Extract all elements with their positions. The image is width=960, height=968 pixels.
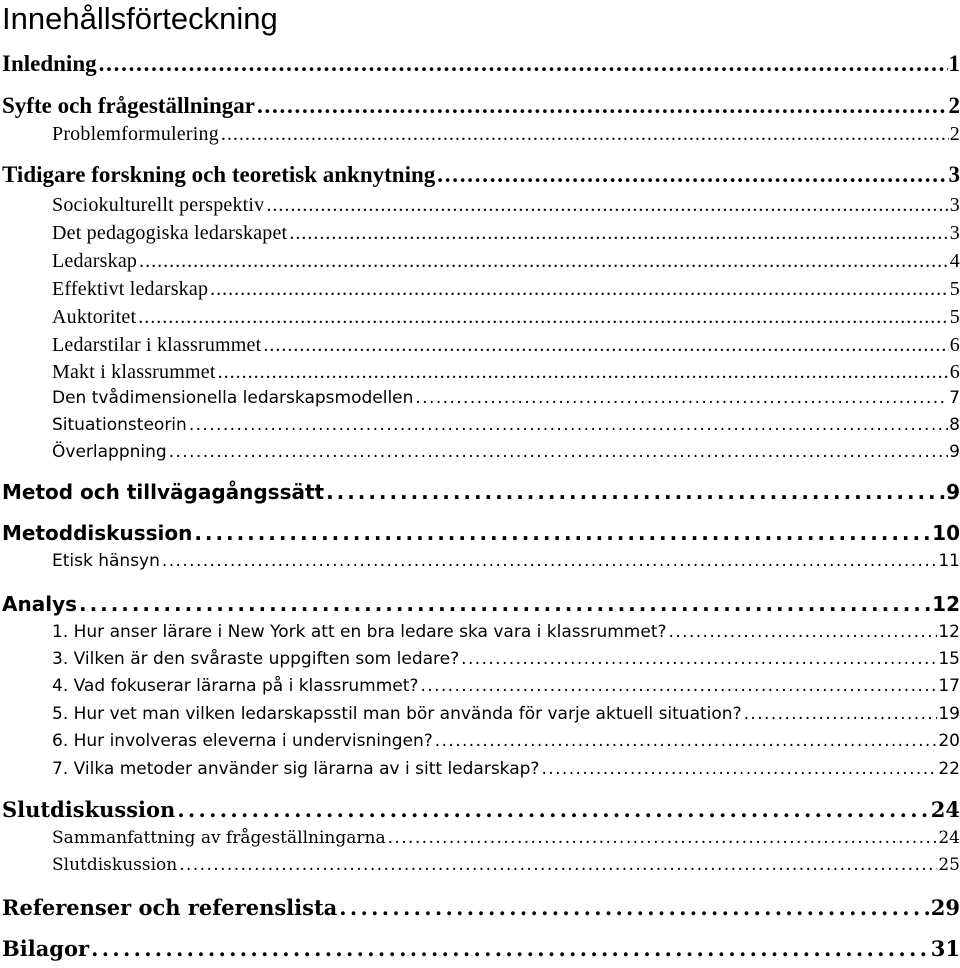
toc-leader	[162, 551, 937, 571]
toc-leader	[541, 759, 937, 779]
toc-subentry[interactable]	[52, 828, 960, 848]
toc-entry-text: Ledarskap	[52, 250, 138, 272]
toc-entry-page: 11	[938, 551, 960, 571]
toc-entry-page: 9	[949, 442, 960, 462]
toc-entry-text: Sociokulturellt perspektiv	[52, 194, 265, 216]
toc-entry[interactable]	[2, 797, 960, 822]
toc-entry-page: 10	[932, 521, 960, 545]
toc-entry-text: Tidigare forskning och teoretisk anknytning	[2, 162, 436, 187]
toc-leader	[194, 521, 931, 545]
toc-entry-page: 9	[946, 480, 960, 504]
toc-entry[interactable]	[2, 592, 960, 616]
toc-entry-text: Analys	[2, 592, 78, 616]
toc-entry[interactable]	[2, 93, 960, 119]
toc-entry-text: Etisk hänsyn	[52, 551, 160, 571]
toc-entry-text: 6. Hur involveras eleverna i undervisningen?	[52, 731, 433, 751]
toc-entry-text: Metoddiskussion	[2, 521, 193, 545]
toc-subentry[interactable]	[52, 855, 960, 875]
toc-leader	[221, 123, 949, 146]
toc-subentry[interactable]	[52, 123, 960, 146]
toc-entry-text: Den tvådimensionella ledarskapsmodellen	[52, 388, 414, 408]
toc-subentry[interactable]	[52, 759, 960, 779]
toc-entry-page: 17	[938, 676, 960, 696]
toc-entry-page: 4	[949, 250, 960, 272]
toc-leader	[139, 250, 949, 273]
toc-entry-text: Syfte och frågeställningar	[2, 93, 255, 118]
toc-leader	[179, 855, 937, 875]
toc-leader	[99, 51, 948, 77]
toc-subentry[interactable]	[52, 622, 960, 642]
toc-subentry[interactable]	[52, 306, 960, 329]
toc-leader	[415, 388, 948, 408]
toc-entry-page: 19	[938, 704, 960, 724]
toc-entry-text: Överlappning	[52, 442, 167, 462]
toc-entry-page: 1	[948, 51, 960, 76]
toc-entry-text: Auktoritet	[52, 306, 137, 328]
toc-entry-page: 6	[949, 334, 960, 356]
toc-entry-text: 1. Hur anser lärare i New York att en bra ledare ska vara i klassrummet?	[52, 622, 667, 642]
toc-entry-text: Sammanfattning av frågeställningarna	[52, 828, 386, 848]
toc-entry-text: Makt i klassrummet	[52, 361, 216, 383]
toc-leader	[461, 649, 937, 669]
toc-entry-page: 15	[938, 649, 960, 669]
toc-leader	[138, 306, 949, 329]
toc-entry-page: 8	[949, 415, 960, 435]
toc-subentry[interactable]	[52, 731, 960, 751]
toc-entry-text: 4. Vad fokuserar lärarna på i klassrummet?	[52, 676, 419, 696]
toc-entry-page: 3	[949, 222, 960, 244]
toc-entry-page: 3	[949, 194, 960, 216]
toc-leader	[388, 828, 938, 848]
toc-leader	[257, 93, 948, 119]
toc-entry-page: 24	[938, 828, 960, 848]
toc-subentry[interactable]	[52, 551, 960, 571]
toc-entry-page: 31	[930, 936, 960, 961]
toc-leader	[218, 361, 949, 384]
toc-entry-text: Bilagor	[2, 936, 90, 961]
toc-entry-text: Metod och tillvägagångssätt	[2, 480, 325, 504]
toc-subentry[interactable]	[52, 676, 960, 696]
toc-entry-text: Det pedagogiska ledarskapet	[52, 222, 288, 244]
toc-entry-page: 7	[949, 388, 960, 408]
toc-entry-text: Ledarstilar i klassrummet	[52, 334, 262, 356]
toc-leader	[91, 936, 930, 961]
toc-entry-page: 5	[949, 306, 960, 328]
toc-subentry[interactable]	[52, 704, 960, 724]
toc-entry-page: 2	[948, 93, 960, 118]
toc-leader	[79, 592, 931, 616]
toc-entry[interactable]	[2, 480, 960, 504]
toc-entry[interactable]	[2, 895, 960, 920]
toc-entry-text: Situationsteorin	[52, 415, 187, 435]
toc-subentry[interactable]	[52, 415, 960, 435]
toc-leader	[189, 415, 948, 435]
toc-entry-page: 3	[948, 162, 960, 187]
toc-entry-page: 29	[930, 895, 960, 920]
toc-entry-text: Referenser och referenslista	[2, 895, 338, 920]
toc-title: Innehållsförteckning	[2, 1, 278, 36]
toc-entry[interactable]	[2, 162, 960, 188]
toc-entry[interactable]	[2, 51, 960, 77]
toc-entry-text: 5. Hur vet man vilken ledarskapsstil man bör använda för varje aktuell situation?	[52, 704, 742, 724]
toc-leader	[289, 222, 948, 245]
toc-leader	[339, 895, 930, 920]
toc-entry-page: 5	[949, 278, 960, 300]
toc-leader	[263, 334, 948, 357]
toc-entry-page: 24	[930, 797, 960, 822]
toc-entry-text: Effektivt ledarskap	[52, 278, 209, 300]
toc-entry-text: 3. Vilken är den svåraste uppgiften som ledare?	[52, 649, 460, 669]
toc-entry-text: Problemformulering	[52, 123, 219, 145]
toc-subentry[interactable]	[52, 442, 960, 462]
toc-leader	[177, 797, 929, 822]
toc-leader	[169, 442, 948, 462]
toc-entry-page: 12	[938, 622, 960, 642]
toc-entry-text: Slutdiskussion	[2, 797, 176, 822]
toc-leader	[437, 162, 947, 188]
toc-entry-page: 2	[949, 123, 960, 145]
toc-entry-page: 22	[938, 759, 960, 779]
toc-leader	[744, 704, 938, 724]
toc-subentry[interactable]	[52, 388, 960, 408]
toc-leader	[435, 731, 938, 751]
toc-entry-text: Inledning	[2, 51, 97, 76]
toc-entry-page: 6	[949, 361, 960, 383]
toc-entry-page: 25	[938, 855, 960, 875]
toc-entry-text: Slutdiskussion	[52, 855, 178, 875]
toc-subentry[interactable]	[52, 334, 960, 357]
toc-entry-text: 7. Vilka metoder använder sig lärarna av i sitt ledarskap?	[52, 759, 540, 779]
toc-leader	[210, 278, 949, 301]
toc-subentry[interactable]	[52, 194, 960, 217]
toc-subentry[interactable]	[52, 250, 960, 273]
toc-subentry[interactable]	[52, 361, 960, 384]
toc-leader	[326, 480, 945, 504]
toc-subentry[interactable]	[52, 278, 960, 301]
toc-entry-page: 20	[938, 731, 960, 751]
toc-leader	[669, 622, 938, 642]
toc-entry[interactable]	[2, 521, 960, 545]
toc-leader	[420, 676, 937, 696]
toc-subentry[interactable]	[52, 222, 960, 245]
toc-subentry[interactable]	[52, 649, 960, 669]
toc-leader	[266, 194, 948, 217]
toc-entry[interactable]	[2, 936, 960, 961]
toc-entry-page: 12	[932, 592, 960, 616]
